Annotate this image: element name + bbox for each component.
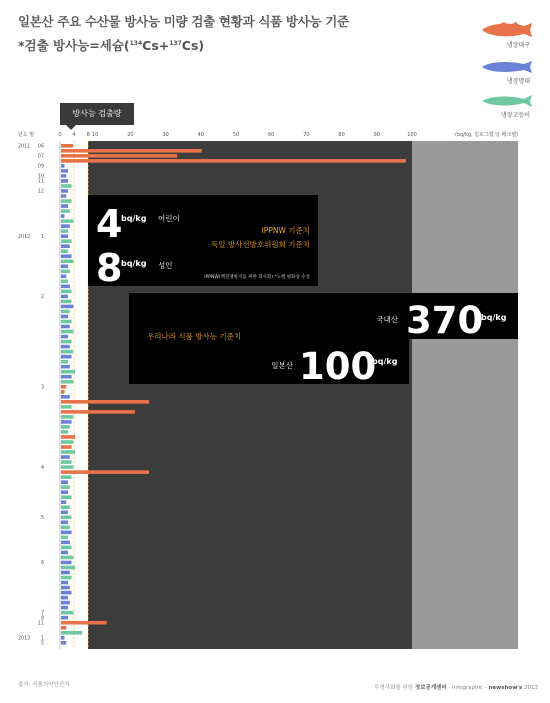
ippnw-note: IPPNW(핵전쟁방지를 위한 의사회) *노벨 평화상 수상 (204, 275, 310, 280)
bar-pollock (61, 275, 66, 279)
x-tick-label: 50 (232, 132, 240, 138)
subtitle-isotope-137: 137 (169, 39, 182, 47)
japan-limit-value: 100 (299, 345, 377, 388)
subtitle-end: Cs) (181, 38, 205, 53)
bar-mackerel (61, 380, 73, 384)
korea-standard-label: 우리나라 식품 방사능 기준치 (147, 332, 242, 341)
bar-mackerel (61, 566, 75, 570)
x-tick-label: 0 (58, 132, 62, 138)
bar-pollock (61, 365, 70, 369)
x-axis-ticks (58, 132, 416, 138)
child-limit-value: 4 (96, 202, 123, 246)
bar-mackerel (61, 536, 68, 540)
bar-mackerel (61, 430, 68, 434)
bar-pollock (61, 500, 66, 504)
x-tick-label: 40 (197, 132, 204, 138)
bar-pollock (61, 586, 70, 590)
bar-cod (61, 621, 107, 625)
bar-pollock (61, 224, 70, 228)
x-tick-label: 100 (407, 132, 417, 138)
date-labels (18, 144, 44, 647)
bar-mackerel (61, 229, 68, 233)
bar-mackerel (61, 259, 73, 263)
bar-pollock (61, 204, 68, 208)
bar-pollock (61, 606, 68, 610)
chart-background-gray (412, 141, 518, 649)
bar-pollock (61, 596, 68, 600)
bar-mackerel (61, 546, 72, 550)
bar-pollock (61, 234, 68, 238)
axis-header-left: 년도 월 (18, 132, 35, 138)
bar-mackerel (61, 209, 70, 213)
adult-limit-unit: bq/kg (121, 259, 147, 268)
ippnw-standard-label: IPPNW 기준치 (261, 226, 310, 235)
bar-mackerel (61, 340, 72, 344)
bar-pollock (61, 179, 68, 183)
child-limit-unit: bq/kg (121, 214, 147, 223)
x-tick-label: 80 (338, 132, 345, 138)
bar-mackerel (61, 505, 70, 509)
legend-label-pollock: 냉장명태 (506, 78, 530, 85)
year-label: 2012 (18, 234, 31, 240)
bar-pollock (61, 244, 70, 248)
x-tick-label: 30 (162, 132, 169, 138)
german-standard-label: 독일 방사선방호위원회 기준치 (211, 240, 310, 249)
month-label: 7 (40, 611, 44, 617)
credit-mid: · infographic - (446, 685, 489, 691)
bar-mackerel (61, 460, 72, 464)
bar-cod (61, 626, 66, 630)
adult-limit-value: 8 (96, 246, 123, 290)
month-label: 2 (40, 295, 44, 301)
bar-mackerel (61, 425, 70, 429)
bar-cod (61, 400, 149, 404)
bar-mackerel (61, 611, 73, 615)
bar-mackerel (61, 465, 73, 469)
month-label: 06 (37, 144, 44, 150)
month-label: 11 (37, 621, 44, 627)
bar-cod (61, 149, 202, 153)
bar-pollock (61, 616, 68, 620)
bar-mackerel (61, 270, 70, 274)
bar-cod (61, 390, 65, 394)
credit-prefix: 투명사회를 위한 (374, 685, 415, 691)
credit-year: 2013 (522, 685, 538, 691)
bar-pollock (61, 189, 68, 193)
legend-label-cod: 냉장대구 (506, 42, 530, 49)
bar-cod (61, 159, 406, 163)
month-label: 3 (40, 385, 44, 391)
bar-cod (61, 445, 72, 449)
year-label: 2011 (18, 144, 31, 150)
standard-box-ippnw (88, 195, 318, 290)
bar-pollock (61, 420, 72, 424)
bar-mackerel (61, 184, 72, 188)
bar-mackerel (61, 526, 70, 530)
bar-pollock (61, 490, 68, 494)
bar-mackerel (61, 576, 72, 580)
bar-cod (61, 410, 135, 414)
bar-cod (61, 435, 75, 439)
bar-mackerel (61, 350, 73, 354)
bar-pollock (61, 345, 70, 349)
bar-mackerel (61, 219, 73, 223)
bar-mackerel (61, 450, 75, 454)
x-tick-label: 8 (86, 132, 90, 138)
bar-mackerel (61, 485, 70, 489)
unit-label: (bq/kg, 킬로그램 당 베크렐) (454, 132, 518, 138)
bar-cod (61, 385, 66, 389)
japan-limit-unit: bq/kg (372, 357, 398, 366)
bar-pollock (61, 375, 72, 379)
bar-pollock (61, 254, 72, 258)
bar-mackerel (61, 199, 72, 203)
bar-mackerel (61, 249, 68, 253)
subtitle-mid: Cs+ (142, 38, 170, 53)
bar-mackerel (61, 290, 72, 294)
bar-mackerel (61, 360, 68, 364)
bar-pollock (61, 194, 66, 198)
bar-pollock (61, 355, 72, 359)
bar-cod (61, 154, 177, 158)
month-label: 1 (40, 234, 44, 240)
bar-cod (61, 144, 73, 148)
bar-pollock (61, 510, 68, 514)
bar-mackerel (61, 239, 72, 243)
bar-pollock (61, 169, 68, 173)
bar-pollock (61, 164, 65, 168)
bar-pollock (61, 264, 68, 268)
credit-org: 정보공개센터 (414, 685, 447, 691)
month-label: 1 (40, 636, 44, 642)
bar-mackerel (61, 280, 68, 284)
bar-pollock (61, 480, 68, 484)
bar-mackerel (61, 300, 72, 304)
subtitle-main: *검출 방사능=세슘( (18, 38, 130, 53)
bar-cod (61, 470, 149, 474)
x-tick-label: 20 (127, 132, 134, 138)
bar-pollock (61, 325, 70, 329)
month-label: 6 (40, 561, 44, 567)
bar-mackerel (61, 515, 72, 519)
bar-mackerel (61, 631, 82, 635)
child-label: 어린이 (158, 214, 180, 223)
month-label: 11 (37, 179, 44, 185)
bar-mackerel (61, 370, 75, 374)
x-tick-label: 90 (373, 132, 380, 138)
month-label: 12 (37, 189, 44, 195)
bar-pollock (61, 455, 70, 459)
bar-pollock (61, 214, 65, 218)
month-label: 5 (40, 515, 44, 521)
legend-label-mackerel: 냉장고등어 (501, 112, 530, 119)
bar-pollock (61, 636, 65, 640)
month-label: 8 (40, 616, 44, 622)
japan-label: 일본산 (271, 361, 293, 370)
bar-mackerel (61, 440, 73, 444)
source-note: 출처: 식품의약안전처 (18, 682, 70, 688)
month-label: 07 (37, 154, 44, 160)
bar-pollock (61, 305, 73, 309)
year-label: 2013 (18, 636, 31, 642)
bar-pollock (61, 601, 70, 605)
bar-mackerel (61, 415, 73, 419)
month-label: 09 (37, 164, 44, 170)
x-tick-label: 60 (268, 132, 275, 138)
x-tick-label: 10 (92, 132, 99, 138)
domestic-label: 국내산 (376, 315, 398, 324)
bar-mackerel (61, 405, 72, 409)
bar-pollock (61, 315, 68, 319)
bar-pollock (61, 541, 70, 545)
bar-pollock (61, 581, 68, 585)
bar-pollock (61, 591, 72, 595)
bar-pollock (61, 531, 72, 535)
month-label: 4 (40, 465, 44, 471)
month-label: 10 (37, 174, 44, 180)
bar-pollock (61, 571, 70, 575)
bar-mackerel (61, 495, 72, 499)
x-tick-label: 4 (72, 132, 76, 138)
bar-mackerel (61, 320, 72, 324)
x-tick-label: 70 (303, 132, 310, 138)
page-title: 일본산 주요 수산물 방사능 미량 검출 현황과 식품 방사능 기준 (18, 14, 349, 29)
month-label: 5 (40, 641, 44, 647)
bar-mackerel (61, 310, 70, 314)
domestic-limit-value: 370 (406, 299, 484, 342)
adult-label: 성인 (158, 261, 173, 270)
subtitle-isotope-134: 134 (129, 39, 143, 47)
bar-pollock (61, 641, 66, 645)
bar-mackerel (61, 330, 73, 334)
domestic-limit-unit: bq/kg (481, 313, 507, 322)
bar-pollock (61, 395, 70, 399)
bar-pollock (61, 295, 68, 299)
bar-pollock (61, 335, 68, 339)
credit-brand: newshow's (488, 685, 523, 691)
bar-pollock (61, 551, 68, 555)
bar-pollock (61, 521, 68, 525)
bar-pollock (61, 561, 72, 565)
credit-note (374, 683, 538, 691)
bar-mackerel (61, 475, 72, 479)
bar-pollock (61, 174, 66, 178)
bar-pollock (61, 285, 70, 289)
bar-mackerel (61, 556, 73, 560)
detected-amount-tag: 방사능 검출량 (60, 103, 134, 125)
